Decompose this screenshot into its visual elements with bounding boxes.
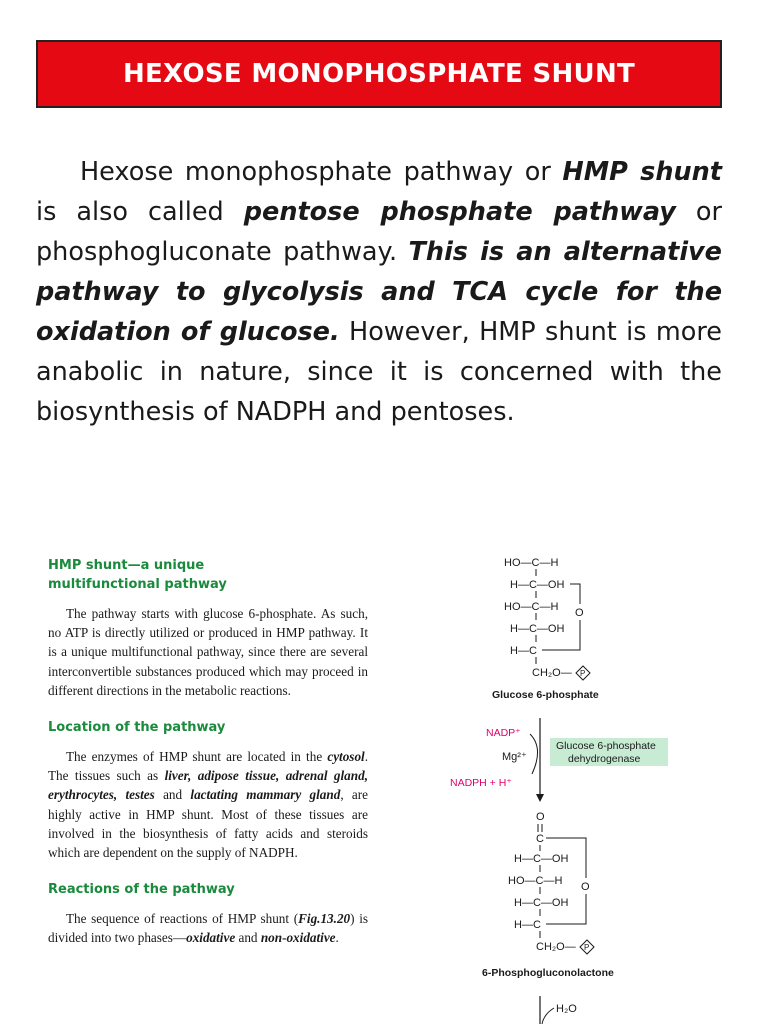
- section3-text-2: ) is divided into two phases—: [48, 911, 368, 946]
- step1-enzyme-line1: Glucose 6-phosphate: [556, 740, 656, 752]
- section3-text-3: and: [235, 930, 261, 946]
- step2-hydrolysis: [540, 996, 577, 1024]
- section1-paragraph: [48, 604, 368, 700]
- lactone-carbonyl-o: O: [536, 811, 545, 823]
- lactone-row-1: H—C—OH: [514, 853, 569, 865]
- lactone-ch2o: CH₂O—: [536, 941, 576, 953]
- section2-text-1: The enzymes of HMP shunt are located in the: [66, 749, 328, 765]
- section3-text-4: .: [335, 930, 339, 946]
- g6p-row-1: HO—C—H: [504, 557, 559, 569]
- section3-paragraph: [48, 909, 368, 947]
- step2-water-curve: [542, 1008, 554, 1024]
- intro-text-2: is also called: [36, 197, 244, 227]
- section2-text-2: . The tissues such as: [48, 749, 368, 784]
- step1-enzyme-line2: dehydrogenase: [568, 753, 641, 765]
- section2-emph-3: lactating mammary gland: [190, 787, 341, 803]
- intro-text-1: Hexose monophosphate pathway or: [80, 157, 563, 187]
- step1-arrow-head: [536, 794, 544, 802]
- g6p-row-4: H—C—OH: [510, 623, 565, 635]
- section2-emph-1: cytosol: [327, 749, 365, 765]
- section1-text: The pathway starts with glucose 6-phosphate. As such, no ATP is directly utilized or produced in HMP pathway. It is a unique multifunctional pathway, since there are several interconvertible substances produced which may proceed in different directions in the metabolic reactions.: [48, 606, 368, 698]
- g6p-phosphate-label: P: [580, 669, 586, 678]
- section1-heading-line2: multifunctional pathway: [48, 577, 227, 592]
- intro-paragraph: [36, 152, 722, 432]
- lactone-row-4: H—C: [514, 919, 541, 931]
- title-banner: [36, 40, 722, 108]
- step1-magnesium: Mg²⁺: [502, 751, 527, 763]
- step1-cofactor-curve: [530, 734, 538, 774]
- section2-text-4: , are highly active in HMP shunt. Most of these tissues are involved in the biosynthesis of fatty acids and steroids which are dependent on the supply of NADPH.: [48, 787, 369, 861]
- section2-paragraph: [48, 747, 368, 862]
- g6p-row-3: HO—C—H: [504, 601, 559, 613]
- intro-emph-2: pentose phosphate pathway: [243, 197, 676, 227]
- glucose-6-phosphate-structure: [492, 557, 599, 701]
- g6p-ch2o: CH₂O—: [532, 667, 572, 679]
- hmp-reaction-diagram: [420, 548, 710, 1024]
- g6p-row-2: H—C—OH: [510, 579, 565, 591]
- section1-heading-line1: HMP shunt—a unique: [48, 558, 205, 573]
- left-column: [48, 556, 368, 948]
- section2-emph-2: liver, adipose tissue, adrenal gland, erythrocytes, testes: [48, 768, 368, 803]
- step1-nadph: NADPH + H⁺: [450, 777, 512, 789]
- section1-heading: [48, 556, 368, 594]
- lactone-ring-oxygen: O: [581, 881, 590, 893]
- intro-emph-1: HMP shunt: [562, 157, 722, 187]
- step1-nadp: NADP⁺: [486, 727, 521, 739]
- g6p-row-5: H—C: [510, 645, 537, 657]
- section3-text-1: The sequence of reactions of HMP shunt (: [66, 911, 299, 927]
- g6p-label: Glucose 6-phosphate: [492, 689, 599, 701]
- lactone-row-3: H—C—OH: [514, 897, 569, 909]
- step1-oxidation: [450, 718, 668, 802]
- section2-text-3: and: [154, 787, 191, 803]
- section3-emph-2: oxidative: [186, 930, 236, 946]
- intro-emph-3: This is an alternative pathway to glycolysis and TCA cycle for the oxidation of glucose.: [36, 237, 722, 347]
- intro-text-3: or phosphogluconate pathway.: [36, 197, 722, 267]
- section3-heading: Reactions of the pathway: [48, 882, 235, 898]
- intro-text-4: However, HMP shunt is more anabolic in nature, since it is concerned with the biosynthesis of NADPH and pentoses.: [36, 317, 722, 427]
- section3-emph-3: non-oxidative: [260, 930, 336, 946]
- phosphogluconolactone-structure: [482, 811, 614, 979]
- lactone-row-2: HO—C—H: [508, 875, 563, 887]
- step2-water: H₂O: [556, 1003, 577, 1015]
- g6p-ring-bond-top: [570, 584, 580, 604]
- section2-heading: Location of the pathway: [48, 720, 226, 736]
- lactone-c1: C: [536, 833, 544, 845]
- lactone-phosphate-label: P: [584, 943, 590, 952]
- g6p-ring-oxygen: O: [575, 607, 584, 619]
- section3-emph-1: Fig.13.20: [298, 911, 351, 927]
- lactone-label: 6-Phosphogluconolactone: [482, 967, 614, 979]
- page-title: HEXOSE MONOPHOSPHATE SHUNT: [122, 59, 636, 89]
